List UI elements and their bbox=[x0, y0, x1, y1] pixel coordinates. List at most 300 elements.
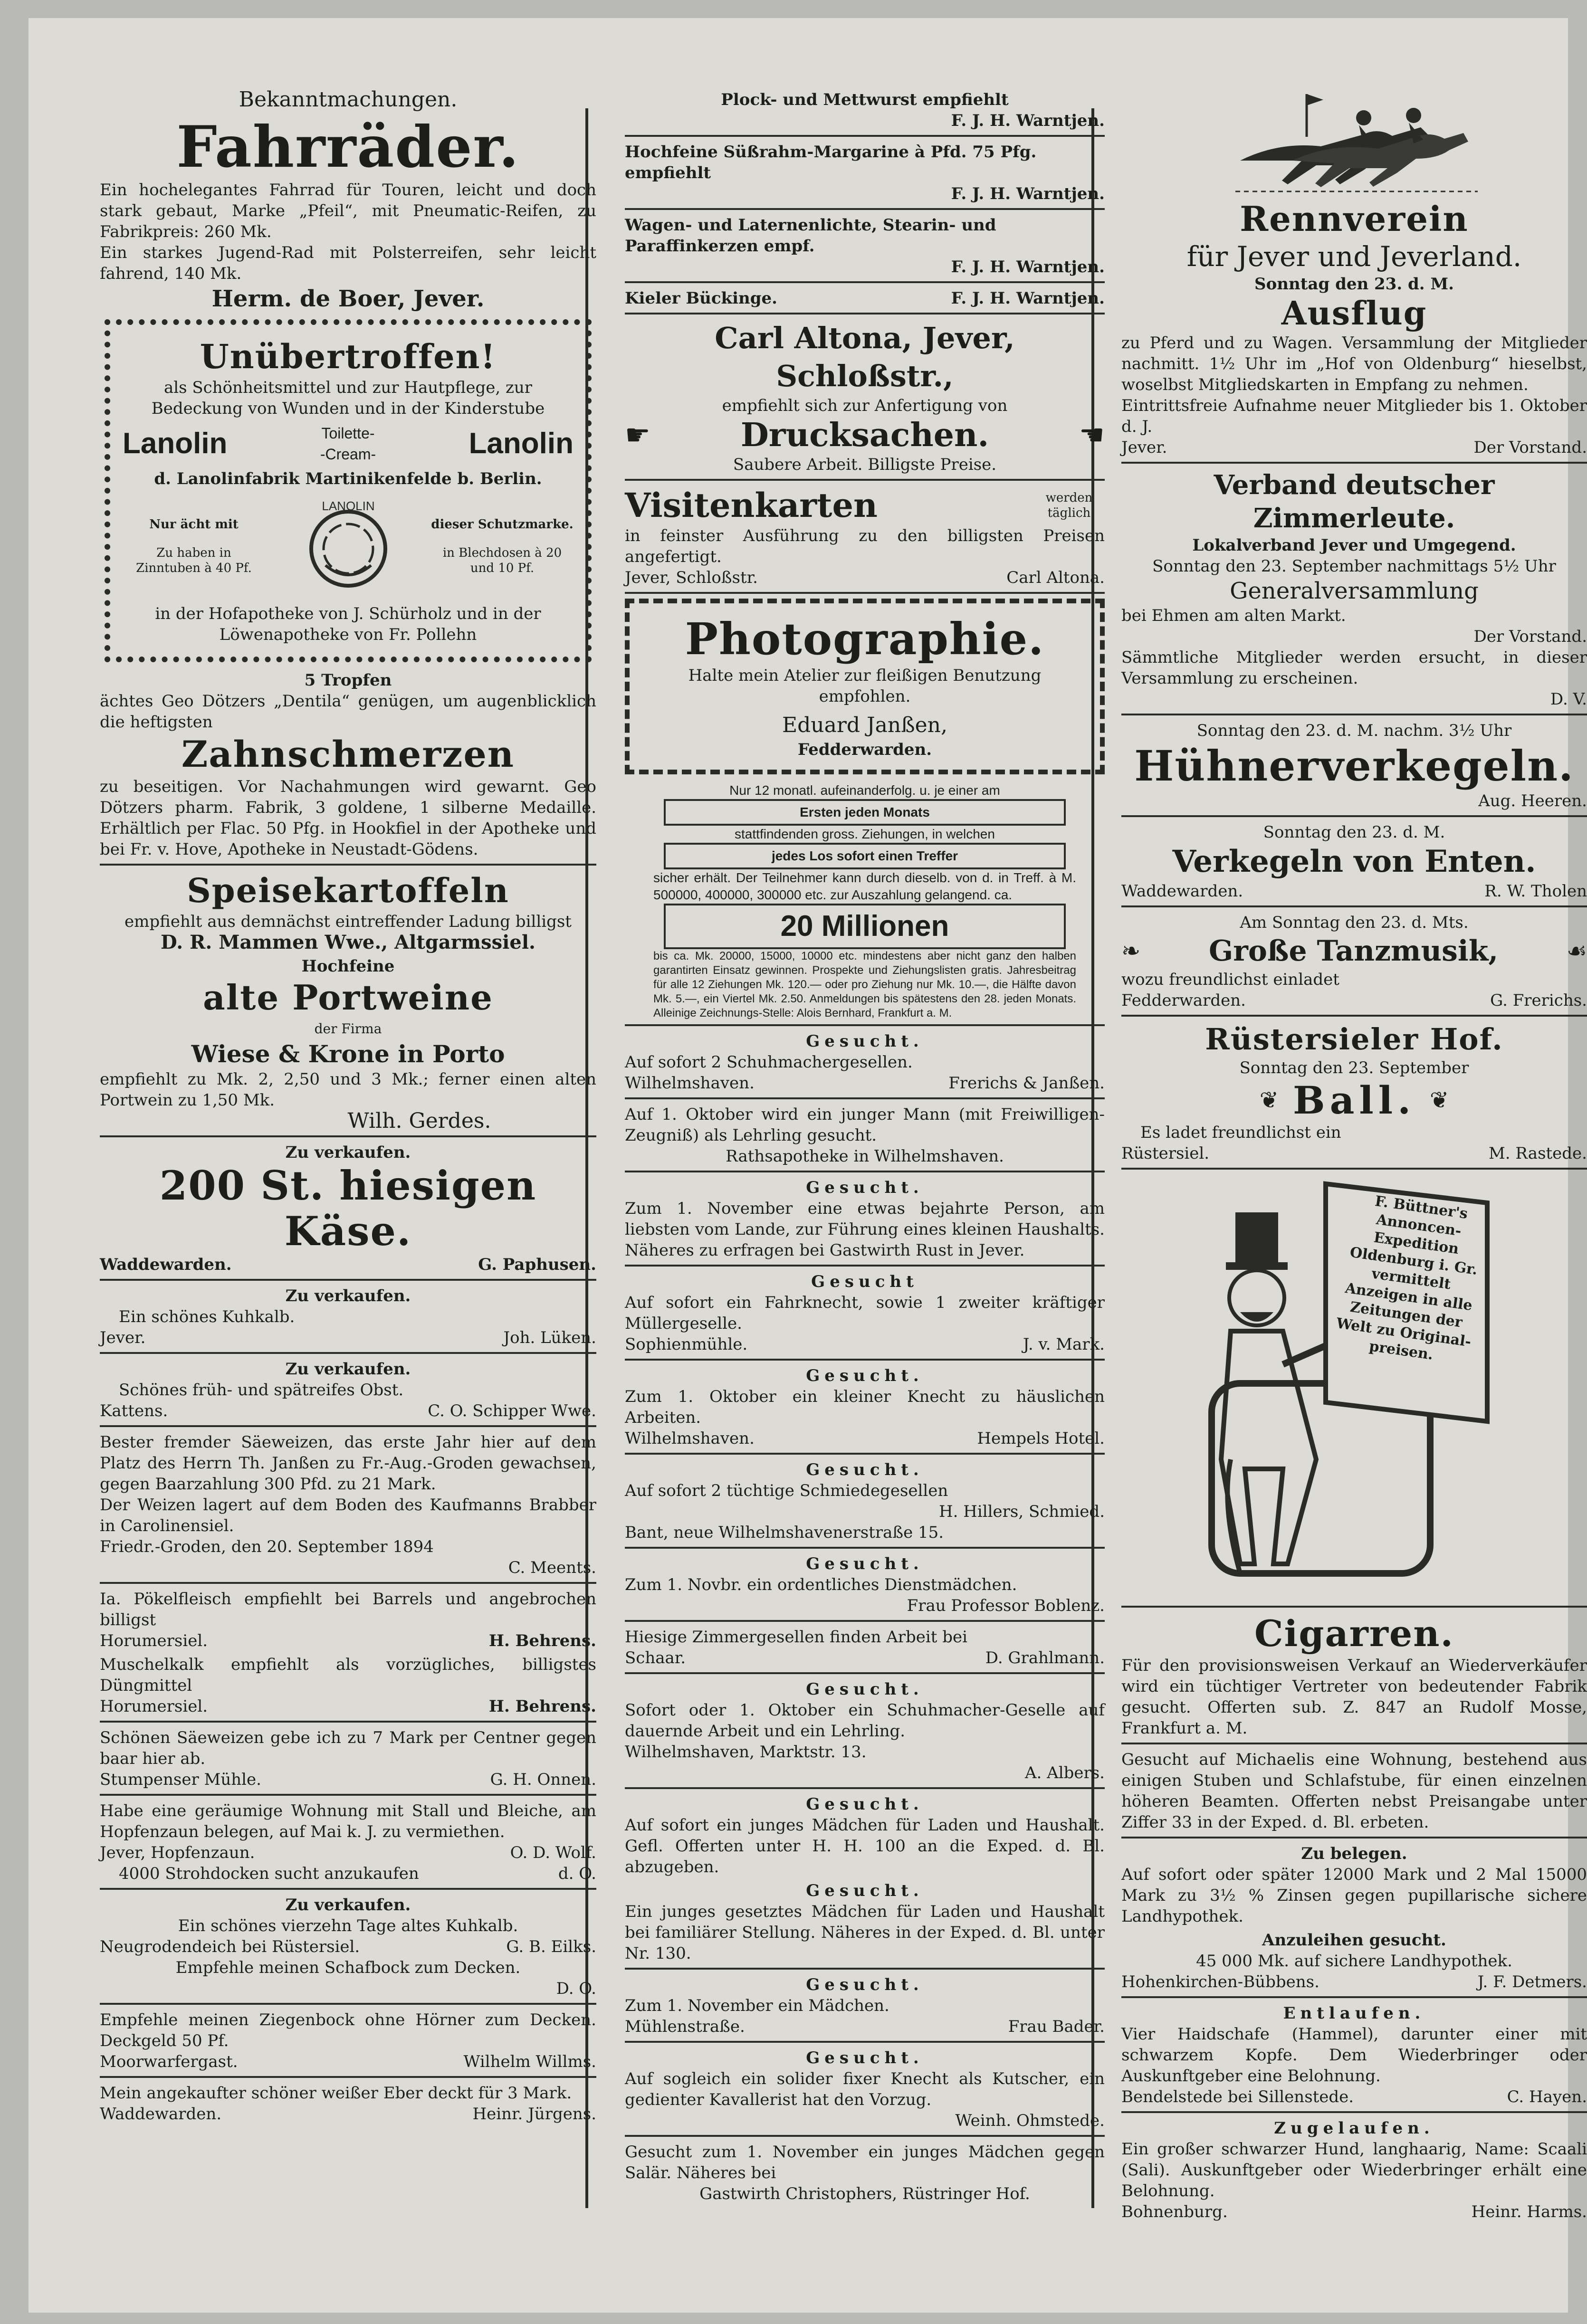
ad-text: Schönes früh- und spätreifes Obst. bbox=[119, 1381, 404, 1400]
ad-obst bbox=[100, 1359, 596, 1421]
ad-name: H. Behrens. bbox=[488, 1631, 596, 1650]
ad-title: Gesucht. bbox=[806, 1680, 924, 1699]
lanolin-trademark-logo bbox=[296, 494, 401, 599]
ad-warntjen bbox=[625, 215, 1105, 277]
ad-title: Hühnerverkegeln. bbox=[1134, 741, 1574, 791]
ad-name: Wilhelm Willms. bbox=[463, 2052, 596, 2071]
ad-signature-row bbox=[1121, 881, 1587, 902]
ad-warntjen bbox=[625, 288, 1105, 309]
ad-place: Waddewarden. bbox=[1121, 882, 1243, 901]
ad-text: Zum 1. November ein Mädchen. bbox=[625, 1996, 889, 2015]
ad-name: Frau Bader. bbox=[1008, 2017, 1105, 2036]
ad-gesucht bbox=[625, 1031, 1105, 1094]
logo-text: LANOLIN bbox=[321, 499, 375, 513]
divider bbox=[625, 1672, 1105, 1674]
ad-signature-row bbox=[100, 1254, 596, 1275]
ad-signature-row bbox=[625, 1648, 1105, 1668]
ad-title: Verband deutscher Zimmerleute. bbox=[1214, 469, 1495, 534]
ad-portwein bbox=[100, 956, 596, 1132]
ad-text: Kieler Bückinge. bbox=[625, 289, 777, 308]
ad-title: Gesucht bbox=[811, 1272, 918, 1291]
ad-title: Gesucht. bbox=[806, 1178, 924, 1197]
ornament-left-icon: ❧ bbox=[1121, 938, 1141, 964]
divider bbox=[1121, 1743, 1587, 1744]
ad-gesucht bbox=[625, 1794, 1105, 1877]
ad-kuhkalb bbox=[100, 1286, 596, 1348]
ad-enten bbox=[1121, 822, 1587, 902]
ad-text: Auf sofort ein Fahrknecht, sowie 1 zweiter kräftiger Müllergeselle. bbox=[625, 1293, 1105, 1333]
ad-lotterie bbox=[625, 782, 1105, 1020]
ad-title-2: Generalversammlung bbox=[1230, 578, 1479, 604]
ad-name: H. Hillers, Schmied. bbox=[938, 1502, 1105, 1521]
ad-place: Horumersiel. bbox=[100, 1697, 208, 1716]
ad-kaese bbox=[100, 1142, 596, 1275]
ad-text: Sofort oder 1. Oktober ein Schuhmacher-Geselle auf dauernde Arbeit und ein Lehrling. bbox=[625, 1701, 1105, 1741]
ad-place: Fedderwarden. bbox=[1121, 991, 1246, 1010]
ad-signature-row bbox=[100, 1842, 596, 1863]
ad-lead: Zu verkaufen. bbox=[285, 1360, 411, 1379]
lottery-text: sicher erhält. Der Teilnehmer kann durch dieselb. von d. in Treff. à M. 500000, 400000, 300000 etc. zur Auszahlung gelangend. ca. bbox=[653, 870, 1076, 902]
divider bbox=[100, 864, 596, 866]
ad-name: G. H. Onnen. bbox=[490, 1770, 596, 1789]
ad-name: D. Grahlmann. bbox=[985, 1648, 1105, 1667]
lottery-box-2-wrap bbox=[653, 843, 1076, 869]
ad-signature-row bbox=[100, 1327, 596, 1348]
ad-title: alte Portweine bbox=[203, 977, 493, 1018]
ad-text: empfiehlt sich zur Anfertigung von bbox=[722, 396, 1008, 415]
ad-text: Hiesige Zimmergesellen finden Arbeit bei bbox=[625, 1628, 968, 1647]
ad-signature: D. R. Mammen Wwe., Altgarmssiel. bbox=[161, 931, 535, 953]
ad-side: werden täglich bbox=[1045, 491, 1093, 520]
ad-text-2: Eintrittsfreie Aufnahme neuer Mitglieder bis 1. Oktober d. J. bbox=[1121, 396, 1587, 436]
ad-signature-row bbox=[100, 1400, 596, 1421]
ad-text-2: Ein starkes Jugend-Rad mit Polsterreifen, sehr leicht fahrend, 140 Mk. bbox=[100, 243, 596, 283]
ad-buettner-illustration bbox=[1121, 1174, 1587, 1602]
tins-label: in Blechdosen à 20 und 10 Pf. bbox=[442, 546, 562, 575]
divider bbox=[625, 208, 1105, 210]
ad-text: Schönen Säeweizen gebe ich zu 7 Mark per Centner gegen baar hier ab. bbox=[100, 1728, 596, 1768]
ad-signature-row bbox=[625, 1334, 1105, 1355]
ad-place: Jever, Hopfenzaun. bbox=[100, 1843, 255, 1862]
ad-title: Große Tanzmusik, bbox=[1209, 934, 1499, 968]
ad-title-3: Visitenkarten bbox=[625, 486, 878, 525]
ad-text: wozu freundlichst einladet bbox=[1121, 970, 1339, 989]
divider bbox=[625, 1024, 1105, 1026]
ad-entlaufen bbox=[1121, 2003, 1587, 2107]
divider bbox=[1121, 714, 1587, 715]
ad-title: Anzuleihen gesucht. bbox=[1262, 1931, 1446, 1950]
ad-gesucht bbox=[625, 1974, 1105, 2037]
ad-wohnung bbox=[100, 1800, 596, 1884]
ad-place: Mühlenstraße. bbox=[625, 2017, 745, 2036]
ad-name: C. Meents. bbox=[508, 1558, 596, 1577]
ad-place: Hohenkirchen-Bübbens. bbox=[1121, 1972, 1319, 1991]
ad-name: Frau Professor Boblenz. bbox=[907, 1596, 1105, 1615]
ad-signature-row bbox=[1121, 437, 1587, 458]
ad-date: Sonntag den 23. d. M. bbox=[1263, 823, 1445, 842]
ad-zimmergesellen bbox=[625, 1627, 1105, 1668]
lottery-big: 20 Millionen bbox=[664, 904, 1066, 949]
lanolin-trademark-row bbox=[123, 494, 574, 599]
ad-signature-row bbox=[100, 1936, 596, 1957]
ad-name: R. W. Tholen bbox=[1484, 882, 1587, 901]
ad-place: Stumpenser Mühle. bbox=[100, 1770, 261, 1789]
ad-speisekartoffeln bbox=[100, 870, 596, 953]
divider bbox=[625, 1359, 1105, 1361]
ad-signature-row bbox=[100, 2051, 596, 2072]
ad-place: Neugrodendeich bei Rüstersiel. bbox=[100, 1937, 360, 1956]
ad-gesucht bbox=[625, 1553, 1105, 1616]
ad-title: Gesucht. bbox=[806, 1975, 924, 1994]
ad-lead: Zu verkaufen. bbox=[285, 1895, 411, 1914]
ad-gesucht-salaer bbox=[625, 2142, 1105, 2204]
ad-title: Rüstersieler Hof. bbox=[1205, 1022, 1503, 1057]
ad-text-2: Empfehle meinen Schafbock zum Decken. bbox=[175, 1958, 521, 1977]
divider bbox=[625, 592, 1105, 594]
ad-gesucht bbox=[625, 1365, 1105, 1449]
ad-text: Ia. Pökelfleisch empfiehlt bei Barrels und angebrochen billigst bbox=[100, 1590, 596, 1629]
brand-middle-bottom: -Cream- bbox=[320, 446, 376, 463]
ad-title: Zugelaufen. bbox=[1274, 2119, 1434, 2138]
ad-place: Bohnenburg. bbox=[1121, 2202, 1228, 2221]
ad-gesucht bbox=[625, 2048, 1105, 2131]
ad-name: O. D. Wolf. bbox=[510, 1843, 596, 1862]
ball-title-row bbox=[1121, 1078, 1587, 1122]
lottery-box-2: jedes Los sofort einen Treffer bbox=[664, 843, 1066, 869]
brand-middle bbox=[320, 423, 376, 465]
ad-text: Auf sofort 2 Schuhmachergesellen. bbox=[625, 1053, 913, 1072]
ad-signature-row-2 bbox=[100, 1863, 596, 1884]
ad-name: F. J. H. Warntjen. bbox=[951, 111, 1105, 130]
column-left bbox=[100, 89, 596, 2127]
divider bbox=[625, 2135, 1105, 2137]
ad-name: M. Rastede. bbox=[1488, 1144, 1587, 1163]
ad-signature-row bbox=[100, 2104, 596, 2124]
ad-zugelaufen bbox=[1121, 2118, 1587, 2222]
ad-place: Sophienmühle. bbox=[625, 1335, 748, 1354]
ad-text: Ein großer schwarzer Hund, langhaarig, Name: Scaali (Sali). Auskunftgeber oder Wiederbringer erhält eine Belohnung. bbox=[1121, 2140, 1587, 2200]
ad-extra: Bant, neue Wilhelmshavenerstraße 15. bbox=[625, 1523, 944, 1542]
ad-text: Halte mein Atelier zur fleißigen Benutzung empfohlen. bbox=[688, 666, 1042, 706]
divider bbox=[625, 313, 1105, 314]
brand-left: Lanolin bbox=[123, 427, 228, 460]
ad-place: Jever. bbox=[100, 1328, 146, 1347]
lottery-text-2: bis ca. Mk. 20000, 15000, 10000 etc. mindestens aber nicht ganz den halben garantirten Einsatz gewinnen. Prospekte und Ziehungslisten gratis. Jahresbeitrag für alle 12 Ziehungen Mk. 120.— oder pro Ziehung nur Mk. 10.—, die Hälfte davon Mk. 5.—, ein Viertel Mk. 2.50. Anmeldungen bis spätestens den 28. jeden Monats. Alleinige Zeichnungs-Stelle: Alois Bernhard, Frankfurt a. M. bbox=[653, 950, 1076, 1019]
ad-text: Bester fremder Säeweizen, das erste Jahr hier auf dem Platz des Herrn Th. Janßen zu Fr.-Aug.-Groden gewachsen, gegen Baarzahlung 300 Pfd. zu 21 Mark. bbox=[100, 1433, 596, 1494]
ad-place: Moorwarfergast. bbox=[100, 2052, 238, 2071]
divider bbox=[1121, 1015, 1587, 1017]
ad-text: Auf sogleich ein solider fixer Knecht als Kutscher, ein gedienter Kavallerist hat den Vorzug. bbox=[625, 2069, 1105, 2109]
ad-wohnung-gesucht bbox=[1121, 1749, 1587, 1833]
ad-lead: Hochfeine bbox=[301, 957, 395, 976]
buettner-poster-text: F. Büttner's Annoncen-Expedition Oldenburg i. Gr. vermittelt Anzeigen in alle Zeitungen der Welt zu Original-preisen. bbox=[1335, 1192, 1479, 1363]
ad-title: Gesucht. bbox=[806, 1032, 924, 1051]
divider bbox=[1121, 905, 1587, 907]
ad-name: G. B. Eilks. bbox=[506, 1937, 596, 1956]
ad-text: Gesucht auf Michaelis eine Wohnung, bestehend aus einigen Stuben und Schlafstube, für einen einzelnen höheren Beamten. Offerten nebst Preisangabe unter Ziffer 33 in der Exped. d. Bl. erbeten. bbox=[1121, 1750, 1587, 1832]
ad-muschelkalk bbox=[100, 1654, 596, 1717]
ad-title: Gesucht. bbox=[806, 1554, 924, 1573]
ad-text: Mein angekaufter schöner weißer Eber deckt für 3 Mark. bbox=[100, 2084, 572, 2103]
ad-text: Empfehle meinen Ziegenbock ohne Hörner zum Decken. Deckgeld 50 Pf. bbox=[100, 2010, 596, 2050]
divider bbox=[625, 1171, 1105, 1172]
ad-name: Frerichs & Janßen. bbox=[948, 1074, 1105, 1093]
ad-place: Jever. bbox=[1121, 438, 1167, 457]
divider bbox=[100, 1279, 596, 1281]
ad-name: J. v. Mark. bbox=[1023, 1335, 1105, 1354]
ad-text-2: 4000 Strohdocken sucht anzukaufen bbox=[119, 1864, 419, 1883]
ad-maker: d. Lanolinfabrik Martinikenfelde b. Berlin. bbox=[154, 469, 542, 488]
ad-subtitle: Lokalverband Jever und Umgegend. bbox=[1192, 536, 1516, 555]
ad-title: Gesucht. bbox=[806, 1366, 924, 1385]
ad-name: Eduard Janßen, bbox=[782, 713, 947, 737]
ad-signature-row bbox=[1121, 1143, 1587, 1164]
ad-name: Hempels Hotel. bbox=[977, 1429, 1105, 1448]
divider bbox=[100, 1582, 596, 1584]
lanolin-right-text bbox=[431, 517, 574, 576]
ad-place: Kattens. bbox=[100, 1401, 168, 1420]
ad-place: Fedderwarden. bbox=[797, 740, 932, 759]
ad-title-2: Ausflug bbox=[1281, 295, 1427, 333]
divider bbox=[1121, 1837, 1587, 1838]
ad-altona bbox=[625, 319, 1105, 588]
pointing-hand-right-icon: ☛ bbox=[1079, 419, 1105, 452]
brand-right: Lanolin bbox=[468, 427, 574, 460]
ad-name-2: d. O. bbox=[558, 1864, 596, 1883]
ad-saeweizen-2 bbox=[100, 1727, 596, 1790]
ad-text: zu Pferd und zu Wagen. Versammlung der Mitglieder nachmitt. 1½ Uhr im „Hof von Oldenburg“ hieselbst, woselbst Mitgliedskarten in Empfang zu nehmen. bbox=[1121, 333, 1587, 394]
trademark-label: dieser Schutzmarke. bbox=[431, 517, 574, 532]
lottery-box-1-wrap bbox=[653, 799, 1076, 826]
ad-text: Gesucht zum 1. November ein junges Mädchen gegen Salär. Näheres bei bbox=[625, 2143, 1105, 2182]
ad-title-2: Drucksachen. bbox=[740, 416, 989, 454]
ad-text-2: Der Weizen lagert auf dem Boden des Kaufmanns Brabber in Carolinensiel. bbox=[100, 1495, 596, 1535]
ad-title: Zahnschmerzen bbox=[181, 733, 515, 775]
ad-ziegenbock bbox=[100, 2010, 596, 2072]
ad-warntjen bbox=[625, 142, 1105, 204]
ad-name: Weinh. Ohmstede. bbox=[955, 2111, 1105, 2130]
ad-text: Ein hochelegantes Fahrrad für Touren, leicht und doch stark gebaut, Marke „Pfeil“, mit Pneumatic-Reifen, zu Fabrikpreis: 260 Mk. bbox=[100, 181, 596, 241]
ad-signature-row bbox=[1121, 2086, 1587, 2107]
ad-text: Plock- und Mettwurst empfiehlt bbox=[721, 90, 1009, 109]
ad-title: Gesucht. bbox=[806, 1460, 924, 1479]
ad-gesucht bbox=[625, 1880, 1105, 1964]
firm-name: Wiese & Krone in Porto bbox=[191, 1040, 505, 1068]
visitenkarten-row bbox=[625, 486, 1105, 525]
divider bbox=[625, 1968, 1105, 1970]
divider bbox=[1121, 1606, 1587, 1608]
ad-gesucht bbox=[625, 1271, 1105, 1355]
ad-text: ächtes Geo Dötzers „Dentila“ genügen, um augenblicklich die heftigsten bbox=[100, 692, 596, 732]
ad-name: C. Hayen. bbox=[1507, 2087, 1587, 2106]
ad-place: Bendelstede bei Sillenstede. bbox=[1121, 2087, 1354, 2106]
ad-text: empfiehlt aus demnächst eintreffender Ladung billigst bbox=[124, 912, 572, 931]
ad-signature-row bbox=[100, 1630, 596, 1651]
ad-text: Auf 1. Oktober wird ein junger Mann (mit Freiwilligen-Zeugniß) als Lehrling gesucht. bbox=[625, 1105, 1105, 1145]
ad-text: Zum 1. Novbr. ein ordentliches Dienstmädchen. bbox=[625, 1575, 1017, 1594]
horse-race-illustration bbox=[1221, 89, 1487, 199]
divider bbox=[625, 1097, 1105, 1099]
ad-name: Rathsapotheke in Wilhelmshaven. bbox=[726, 1147, 1004, 1166]
divider bbox=[625, 1787, 1105, 1789]
ad-date: Am Sonntag den 23. d. Mts. bbox=[1240, 913, 1469, 932]
column-right bbox=[1121, 89, 1587, 2225]
column-middle bbox=[625, 89, 1105, 2207]
ad-rennverein bbox=[1121, 89, 1587, 458]
ad-place: Waddewarden. bbox=[100, 1255, 232, 1274]
ad-date: Friedr.-Groden, den 20. September 1894 bbox=[100, 1537, 434, 1556]
ad-poekelfleisch bbox=[100, 1589, 596, 1651]
divider bbox=[1121, 1996, 1587, 1998]
ad-name: Der Vorstand. bbox=[1473, 627, 1587, 646]
ad-title: Carl Altona, Jever, Schloßstr., bbox=[715, 321, 1015, 393]
ad-title: Gesucht. bbox=[806, 1795, 924, 1814]
ad-lead: Zu verkaufen. bbox=[285, 1143, 411, 1162]
ad-lehrling bbox=[625, 1104, 1105, 1167]
brand-middle-top: Toilette- bbox=[321, 425, 375, 442]
ad-tagline: Saubere Arbeit. Billigste Preise. bbox=[733, 455, 997, 474]
ad-text: Auf sofort 2 tüchtige Schmiedegesellen bbox=[625, 1481, 948, 1500]
lottery-big-wrap bbox=[653, 904, 1076, 949]
ad-name: F. J. H. Warntjen. bbox=[951, 257, 1105, 276]
ad-dentila bbox=[100, 670, 596, 860]
ornament-right-icon: ❦ bbox=[1430, 1087, 1449, 1114]
ad-text: 45 000 Mk. auf sichere Landhypothek. bbox=[1196, 1952, 1512, 1971]
newspaper-page bbox=[29, 18, 1587, 2313]
ad-name: H. Behrens. bbox=[488, 1697, 596, 1716]
ad-title: Speisekartoffeln bbox=[187, 871, 509, 910]
tanzmusik-title-row bbox=[1121, 933, 1587, 969]
ad-signature-row bbox=[625, 1073, 1105, 1094]
divider bbox=[625, 281, 1105, 283]
ad-zimmerleute bbox=[1121, 468, 1587, 710]
ad-name: Aug. Heeren. bbox=[1478, 791, 1587, 810]
ad-title-2: Ball. bbox=[1292, 1078, 1416, 1123]
ad-name: Carl Altona. bbox=[1006, 568, 1105, 587]
divider bbox=[1121, 462, 1587, 464]
ad-title: Unübertroffen! bbox=[200, 337, 497, 376]
ad-fahrraeder bbox=[100, 115, 596, 314]
ad-text: bei Ehmen am alten Markt. bbox=[1121, 606, 1346, 625]
ad-lanolin bbox=[105, 319, 592, 662]
ad-signature-row bbox=[100, 1696, 596, 1717]
ad-name-2: D. O. bbox=[556, 1979, 596, 1998]
lanolin-left-text bbox=[123, 517, 265, 576]
lottery-box-1: Ersten jeden Monats bbox=[664, 799, 1066, 826]
ad-title: Zu belegen. bbox=[1301, 1844, 1407, 1863]
divider bbox=[1121, 2111, 1587, 2113]
ad-text: Wagen- und Laternenlichte, Stearin- und Paraffinkerzen empf. bbox=[625, 216, 996, 256]
ad-title: 200 St. hiesigen Käse. bbox=[159, 1162, 537, 1255]
ad-text: Ein schönes Kuhkalb. bbox=[119, 1307, 295, 1326]
divider bbox=[100, 1888, 596, 1890]
ad-name: C. O. Schipper Wwe. bbox=[428, 1401, 596, 1420]
ad-place: Horumersiel. bbox=[100, 1631, 208, 1650]
ad-text-2: zu beseitigen. Vor Nachahmungen wird gewarnt. Geo Dötzers pharm. Fabrik, 3 goldene, 1 silberne Medaille. Erhältlich per Flac. 50 Pfg. in Hookfiel in der Apotheke und bei Fr. v. Hove, Apotheke in Neustadt-Gödens. bbox=[100, 777, 596, 859]
ad-gesucht bbox=[625, 1459, 1105, 1543]
firm-label: der Firma bbox=[314, 1021, 382, 1037]
divider bbox=[625, 1547, 1105, 1549]
ad-text: Vier Haidschafe (Hammel), darunter einer mit schwarzem Kopfe. Dem Wiederbringer oder Auskunftgeber eine Belohnung. bbox=[1121, 2025, 1587, 2086]
ad-lead: Zu verkaufen. bbox=[285, 1286, 411, 1305]
ad-signature-row bbox=[1121, 1972, 1587, 1992]
divider bbox=[100, 1135, 596, 1137]
ad-date: Sonntag den 23. d. M. nachm. 3½ Uhr bbox=[1196, 721, 1512, 740]
ad-place: Jever, Schloßstr. bbox=[625, 568, 758, 587]
lanolin-brand-row bbox=[123, 423, 574, 465]
divider bbox=[625, 1265, 1105, 1267]
ad-text: Zum 1. Oktober ein kleiner Knecht zu häuslichen Arbeiten. bbox=[625, 1387, 1105, 1427]
ad-name: Gastwirth Christophers, Rüstringer Hof. bbox=[699, 2184, 1030, 2203]
tubes-label: Zu haben in Zinntuben à 40 Pf. bbox=[136, 546, 252, 575]
ad-name: J. F. Detmers. bbox=[1477, 1972, 1587, 1991]
ad-signature-row bbox=[625, 1428, 1105, 1449]
drucksachen-row bbox=[625, 416, 1105, 454]
ad-belegen bbox=[1121, 1843, 1587, 1927]
ad-saeweizen bbox=[100, 1432, 596, 1578]
ad-title: Fahrräder. bbox=[176, 114, 520, 181]
ad-name: A. Albers. bbox=[1025, 1763, 1105, 1782]
divider bbox=[625, 1620, 1105, 1622]
ad-text: Hochfeine Süßrahm-Margarine à Pfd. 75 Pfg. empfiehlt bbox=[625, 143, 1037, 182]
ad-date: Sonntag den 23. September nachmittags 5½ Uhr bbox=[1152, 557, 1556, 576]
ad-gesucht bbox=[625, 1679, 1105, 1783]
ad-signature-row bbox=[100, 1769, 596, 1790]
divider bbox=[100, 1425, 596, 1427]
ad-signature: Wilh. Gerdes. bbox=[347, 1109, 491, 1133]
ad-name: Der Vorstand. bbox=[1473, 438, 1587, 457]
warntjen-ads bbox=[625, 89, 1105, 309]
divider bbox=[625, 1453, 1105, 1455]
ad-text: Muschelkalk empfiehlt als vorzügliches, billigstes Düngmittel bbox=[100, 1655, 596, 1695]
ad-text-2: Sämmtliche Mitglieder werden ersucht, in dieser Versammlung zu erscheinen. bbox=[1121, 648, 1587, 688]
divider bbox=[100, 2003, 596, 2005]
ad-eber bbox=[100, 2083, 596, 2124]
ad-warntjen bbox=[625, 89, 1105, 131]
ad-title: Entlaufen. bbox=[1283, 2004, 1425, 2023]
ad-title: Gesucht. bbox=[806, 2048, 924, 2067]
ad-pharmacy: in der Hofapotheke von J. Schürholz und in der Löwenapotheke von Fr. Pollehn bbox=[155, 604, 541, 644]
ad-text: empfiehlt zu Mk. 2, 2,50 und 3 Mk.; ferner einen alten Portwein zu 1,50 Mk. bbox=[100, 1070, 596, 1110]
ad-text: Habe eine geräumige Wohnung mit Stall und Bleiche, am Hopfenzaun belegen, auf Mai k. J. zu vermiethen. bbox=[100, 1801, 596, 1841]
ad-text-2: in feinster Ausführung zu den billigsten Preisen angefertigt. bbox=[625, 526, 1105, 566]
divider bbox=[100, 2076, 596, 2078]
ad-name: Heinr. Jürgens. bbox=[472, 2105, 596, 2124]
lottery-line-2: stattfindenden gross. Ziehungen, in welchen bbox=[735, 827, 995, 841]
ad-title: Rennverein bbox=[1240, 199, 1469, 239]
ad-gesucht bbox=[625, 1177, 1105, 1261]
ad-signature-row bbox=[1121, 2201, 1587, 2222]
ad-text: Ein junges gesetztes Mädchen für Laden und Haushalt bei familiärer Stellung. Näheres in der Exped. d. Bl. unter Nr. 130. bbox=[625, 1902, 1105, 1963]
ad-text: Ein schönes vierzehn Tage altes Kuhkalb. bbox=[178, 1916, 518, 1935]
divider bbox=[1121, 1168, 1587, 1170]
ad-date: Sonntag den 23. d. M. bbox=[1254, 275, 1454, 294]
ad-place: Waddewarden. bbox=[100, 2105, 222, 2124]
ad-photographie bbox=[625, 599, 1105, 774]
ad-text: Auf sofort oder später 12000 Mark und 2 Mal 15000 Mark zu 3½ % Zinsen gegen pupillarische sichere Landhypothek. bbox=[1121, 1865, 1587, 1926]
pointing-hand-left-icon: ☛ bbox=[625, 419, 650, 452]
ad-text: Auf sofort ein junges Mädchen für Laden und Haushalt. Gefl. Offerten unter H. H. 100 an die Exped. d. Bl. abzugeben. bbox=[625, 1816, 1105, 1876]
ad-signature-row bbox=[1121, 990, 1587, 1011]
ad-kuhkalb-2 bbox=[100, 1895, 596, 1999]
divider bbox=[100, 1721, 596, 1723]
ad-text: als Schönheitsmittel und zur Hautpflege, zur Bedeckung von Wunden und in der Kinderstube bbox=[151, 378, 545, 418]
section-header: Bekanntmachungen. bbox=[239, 87, 458, 112]
ad-place: Wilhelmshaven. bbox=[625, 1074, 755, 1093]
ad-name: G. Paphusen. bbox=[478, 1255, 596, 1274]
ad-name: F. J. H. Warntjen. bbox=[951, 184, 1105, 203]
ad-title: Photographie. bbox=[685, 613, 1045, 665]
